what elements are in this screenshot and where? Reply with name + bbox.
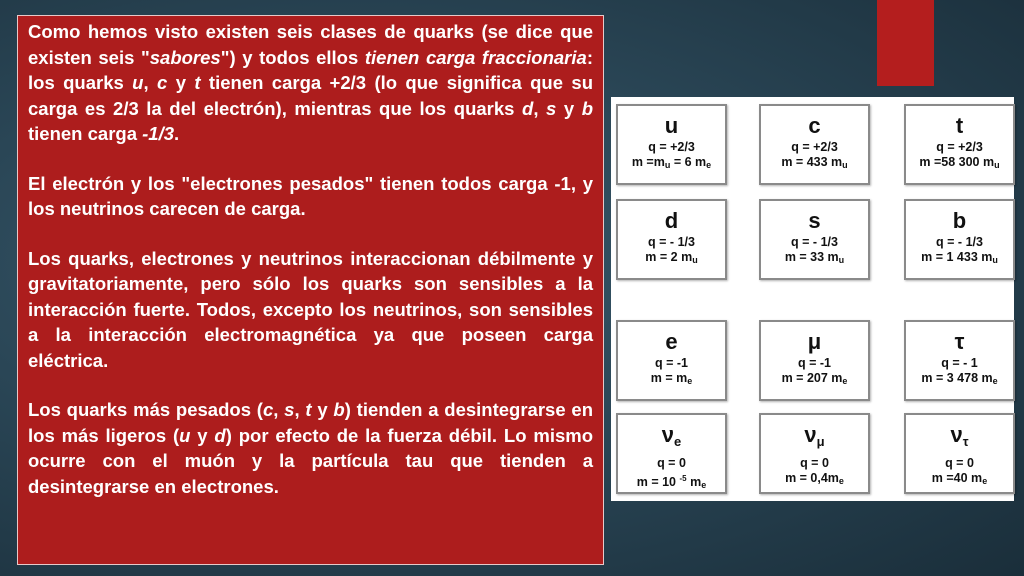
particle-cell <box>616 199 727 280</box>
particle-cell <box>904 199 1015 280</box>
particle-symbol: c <box>808 113 821 138</box>
particle-symbol: τ <box>954 329 965 354</box>
particle-mass: m = 1 433 $m_u$ <box>921 250 998 265</box>
particle-symbol: s <box>808 208 821 233</box>
paragraph-decay: Los quarks más pesados (c, s, t y b) tienden a desintegrarse en los más ligeros (u y d) por efecto de la fuerza débil. Lo mismo ocurre con el muón y la partícula tau que tienden a desintegrarse en electrones. <box>28 399 593 497</box>
particle-cell <box>904 104 1015 185</box>
particle-charge: q = - 1/3 <box>936 235 983 249</box>
particle-cell <box>759 413 870 494</box>
particle-mass: m = 33 $m_u$ <box>784 250 845 265</box>
particle-symbol: b <box>952 208 967 233</box>
particle-charge: q = - 1 <box>941 356 978 370</box>
particle-mass: m = 433 $m_u$ <box>781 155 848 170</box>
particle-charge: q = +2/3 <box>648 140 695 154</box>
particle-symbol: νμ <box>804 422 825 449</box>
particle-charge: q = +2/3 <box>936 140 983 154</box>
particle-mass: m =58 300 $m_u$ <box>919 155 1000 170</box>
particle-symbol: u <box>664 113 679 138</box>
paragraph-leptons-charge: El electrón y los "electrones pesados" tienen todos carga -1, y los neutrinos carecen de carga. <box>28 172 593 219</box>
particle-mass: m = 10 $^{-5}$ $m_e$ <box>636 474 707 490</box>
particle-charge: q = -1 <box>798 356 831 370</box>
particle-charge: q = - 1/3 <box>791 235 838 249</box>
particle-symbol: d <box>664 208 679 233</box>
particle-cell <box>616 320 727 401</box>
accent-bar <box>877 0 934 86</box>
particle-cell <box>904 320 1015 401</box>
particle-charge: q = - 1/3 <box>648 235 695 249</box>
particle-charge: q = -1 <box>655 356 688 370</box>
particle-cell <box>759 199 870 280</box>
particle-symbol: ντ <box>950 422 969 449</box>
particle-charge: q = +2/3 <box>791 140 838 154</box>
particle-mass: m = 2 $m_u$ <box>645 250 698 265</box>
particle-symbol: t <box>955 113 964 138</box>
particle-cell <box>759 320 870 401</box>
particle-charge: q = 0 <box>657 456 686 470</box>
particle-charge: q = 0 <box>800 456 829 470</box>
particle-cell <box>616 104 727 185</box>
particle-mass: $m = 0,4m_e$ <box>785 471 844 486</box>
particle-charge: q = 0 <box>945 456 974 470</box>
paragraph-quark-flavors: Como hemos visto existen seis clases de quarks (se dice que existen seis "sabores") y todos ellos tienen carga fraccionaria: los quarks u, c y t tienen carga +2/3 (lo que significa que su carga es 2/3 la del electrón), mientras que los quarks d, s y b tienen carga -1/3. <box>28 21 594 144</box>
particle-cell <box>616 413 727 494</box>
paragraph-interactions: Los quarks, electrones y neutrinos interaccionan débilmente y gravitatoriamente, pero sólo los quarks son sensibles a la interacción fuerte. Todos, excepto los neutrinos, son sensibles a la interacción electromagnética ya que poseen carga eléctrica. <box>28 247 593 371</box>
particle-table <box>611 97 1014 501</box>
particle-mass: m = 207 $m_e$ <box>781 371 848 386</box>
particle-symbol: νe <box>661 422 682 449</box>
particle-mass: m =40 $m_e$ <box>931 471 988 486</box>
particle-symbol: μ <box>807 329 822 354</box>
particle-mass: m = 3 478 $m_e$ <box>921 371 998 386</box>
particle-symbol: e <box>665 329 678 354</box>
particle-mass: $m = m_e$ <box>650 371 693 386</box>
particle-cell <box>904 413 1015 494</box>
particle-cell <box>759 104 870 185</box>
text-panel <box>17 15 604 565</box>
particle-mass: $m =m_u = 6$ $m_e$ <box>631 155 712 170</box>
